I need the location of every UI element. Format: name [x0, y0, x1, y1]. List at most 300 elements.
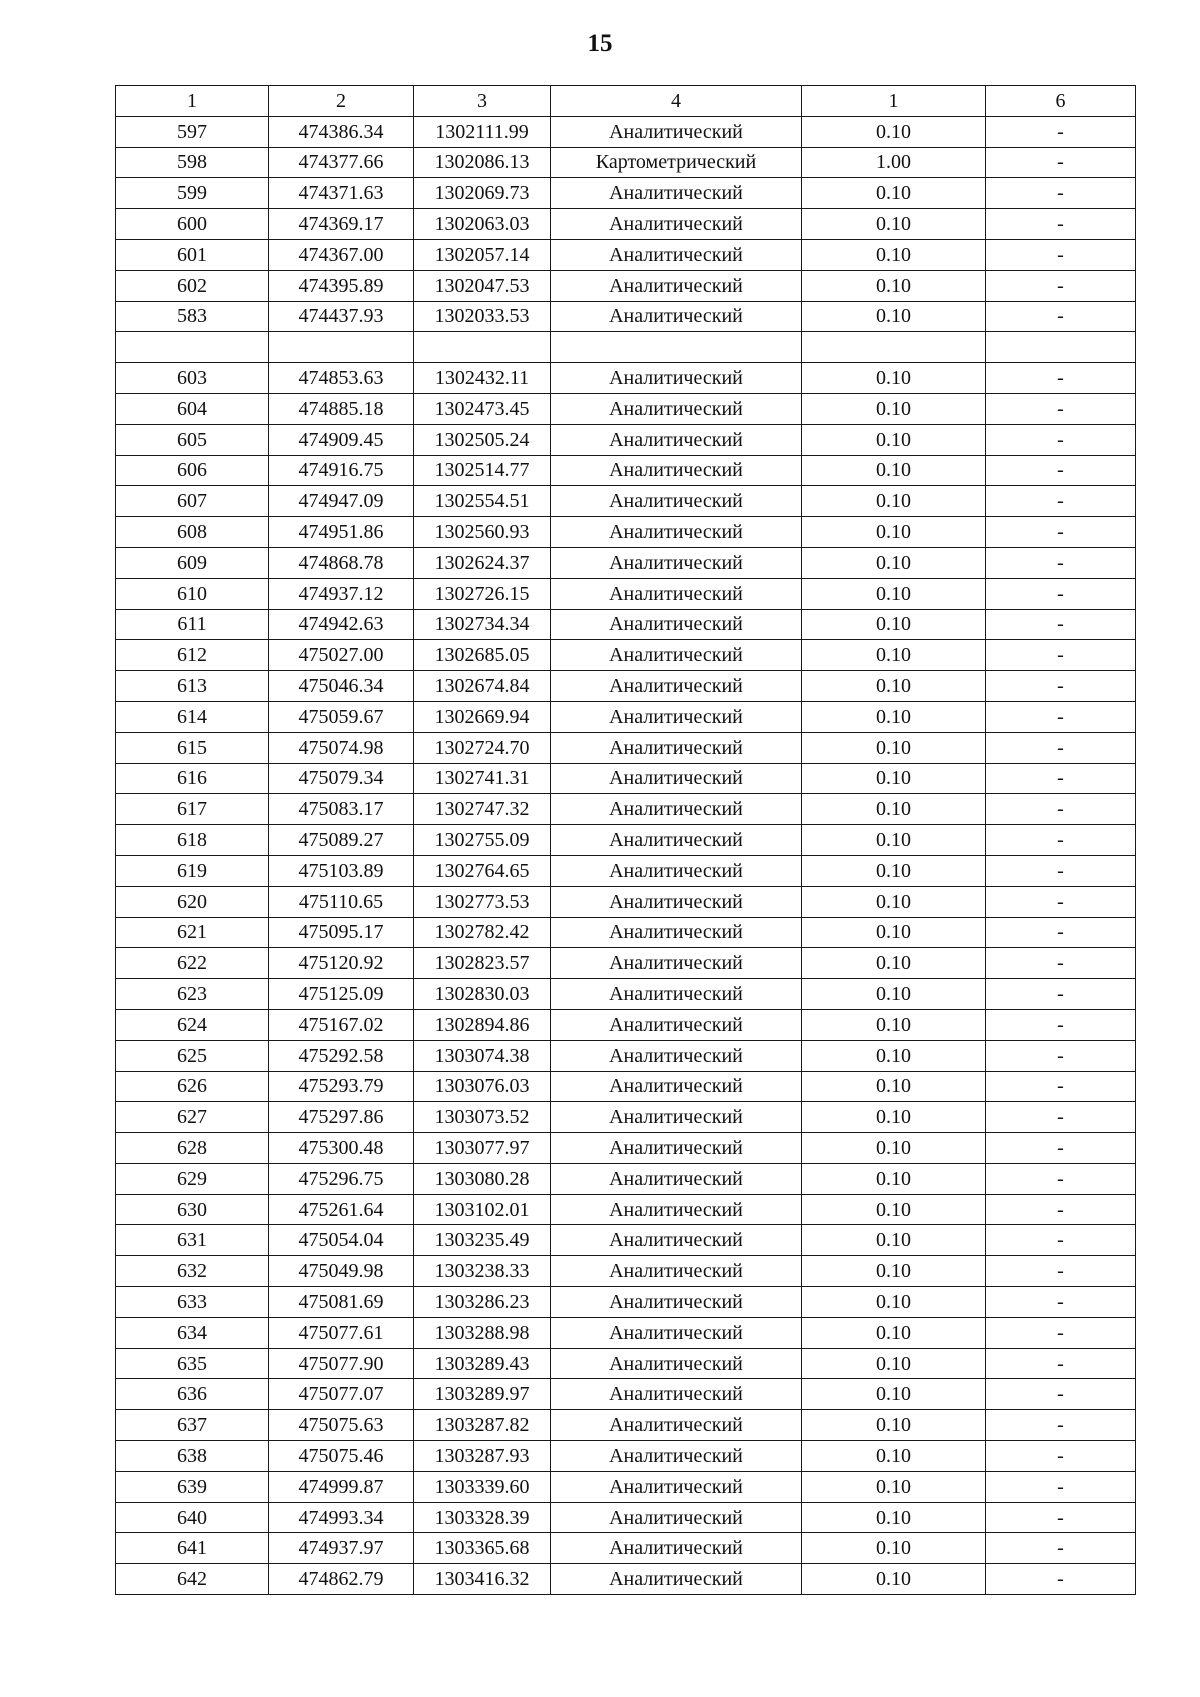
point-number-cell: 633	[116, 1287, 269, 1318]
accuracy-cell: 0.10	[802, 1441, 986, 1472]
y-coordinate-cell: 1302685.05	[414, 640, 551, 671]
x-coordinate-cell: 474937.12	[269, 578, 414, 609]
table-row	[116, 1102, 1136, 1133]
x-coordinate-cell: 475079.34	[269, 763, 414, 794]
point-number-cell: 624	[116, 1009, 269, 1040]
y-coordinate-cell: 1303287.82	[414, 1410, 551, 1441]
description-cell: -	[986, 825, 1136, 856]
y-coordinate-cell: 1302086.13	[414, 147, 551, 178]
point-number-cell: 617	[116, 794, 269, 825]
accuracy-cell: 0.10	[802, 547, 986, 578]
description-cell: -	[986, 1071, 1136, 1102]
description-cell: -	[986, 948, 1136, 979]
description-cell: -	[986, 1533, 1136, 1564]
description-cell: -	[986, 1133, 1136, 1164]
point-number-cell	[116, 332, 269, 363]
table-row	[116, 1441, 1136, 1472]
accuracy-cell: 0.10	[802, 855, 986, 886]
method-cell: Аналитический	[551, 209, 802, 240]
accuracy-cell: 0.10	[802, 270, 986, 301]
table-row	[116, 886, 1136, 917]
table-row	[116, 209, 1136, 240]
accuracy-cell: 0.10	[802, 363, 986, 394]
x-coordinate-cell: 475110.65	[269, 886, 414, 917]
y-coordinate-cell: 1303077.97	[414, 1133, 551, 1164]
point-number-cell: 619	[116, 855, 269, 886]
table-row	[116, 1225, 1136, 1256]
x-coordinate-cell: 475167.02	[269, 1009, 414, 1040]
table-row	[116, 578, 1136, 609]
y-coordinate-cell: 1302554.51	[414, 486, 551, 517]
method-cell: Картометрический	[551, 147, 802, 178]
method-cell: Аналитический	[551, 1502, 802, 1533]
point-number-cell: 608	[116, 517, 269, 548]
x-coordinate-cell: 474942.63	[269, 609, 414, 640]
x-coordinate-cell: 475077.61	[269, 1317, 414, 1348]
method-cell: Аналитический	[551, 301, 802, 332]
point-number-cell: 611	[116, 609, 269, 640]
accuracy-cell: 0.10	[802, 209, 986, 240]
coordinates-table	[115, 85, 1136, 1595]
method-cell: Аналитический	[551, 1102, 802, 1133]
method-cell: Аналитический	[551, 609, 802, 640]
accuracy-cell: 0.10	[802, 979, 986, 1010]
method-cell: Аналитический	[551, 1471, 802, 1502]
method-cell: Аналитический	[551, 547, 802, 578]
table-row	[116, 1133, 1136, 1164]
method-cell: Аналитический	[551, 517, 802, 548]
description-cell: -	[986, 979, 1136, 1010]
x-coordinate-cell: 474885.18	[269, 393, 414, 424]
x-coordinate-cell: 475074.98	[269, 732, 414, 763]
method-cell: Аналитический	[551, 424, 802, 455]
x-coordinate-cell: 475049.98	[269, 1256, 414, 1287]
table-row	[116, 332, 1136, 363]
point-number-cell: 607	[116, 486, 269, 517]
table-row	[116, 763, 1136, 794]
table-row	[116, 1317, 1136, 1348]
method-cell: Аналитический	[551, 886, 802, 917]
description-cell: -	[986, 1009, 1136, 1040]
table-row	[116, 270, 1136, 301]
x-coordinate-cell: 475089.27	[269, 825, 414, 856]
page-number: 15	[587, 30, 613, 57]
table-row	[116, 794, 1136, 825]
accuracy-cell: 0.10	[802, 517, 986, 548]
y-coordinate-cell: 1303235.49	[414, 1225, 551, 1256]
description-cell: -	[986, 886, 1136, 917]
description-cell: -	[986, 209, 1136, 240]
table-row	[116, 1009, 1136, 1040]
method-cell: Аналитический	[551, 1287, 802, 1318]
method-cell: Аналитический	[551, 1379, 802, 1410]
x-coordinate-cell	[269, 332, 414, 363]
y-coordinate-cell: 1303286.23	[414, 1287, 551, 1318]
method-cell: Аналитический	[551, 917, 802, 948]
point-number-cell: 629	[116, 1163, 269, 1194]
accuracy-cell: 0.10	[802, 825, 986, 856]
accuracy-cell: 0.10	[802, 455, 986, 486]
table-row	[116, 1502, 1136, 1533]
table-row	[116, 671, 1136, 702]
accuracy-cell: 0.10	[802, 178, 986, 209]
table-row	[116, 609, 1136, 640]
table-row	[116, 855, 1136, 886]
method-cell	[551, 332, 802, 363]
x-coordinate-cell: 475077.90	[269, 1348, 414, 1379]
x-coordinate-cell: 474853.63	[269, 363, 414, 394]
method-cell: Аналитический	[551, 1040, 802, 1071]
accuracy-cell: 0.10	[802, 1163, 986, 1194]
point-number-cell: 604	[116, 393, 269, 424]
accuracy-cell: 0.10	[802, 948, 986, 979]
method-cell: Аналитический	[551, 979, 802, 1010]
y-coordinate-cell: 1302063.03	[414, 209, 551, 240]
accuracy-cell: 0.10	[802, 886, 986, 917]
table-body	[116, 86, 1136, 1595]
accuracy-cell: 0.10	[802, 116, 986, 147]
description-cell: -	[986, 671, 1136, 702]
method-cell: Аналитический	[551, 1133, 802, 1164]
x-coordinate-cell: 475083.17	[269, 794, 414, 825]
x-coordinate-cell: 474437.93	[269, 301, 414, 332]
y-coordinate-cell: 1302773.53	[414, 886, 551, 917]
point-number-cell: 597	[116, 116, 269, 147]
description-cell: -	[986, 1163, 1136, 1194]
x-coordinate-cell: 474909.45	[269, 424, 414, 455]
y-coordinate-cell: 1303287.93	[414, 1441, 551, 1472]
description-cell: -	[986, 1102, 1136, 1133]
point-number-cell: 642	[116, 1564, 269, 1595]
description-cell: -	[986, 1348, 1136, 1379]
point-number-cell: 600	[116, 209, 269, 240]
method-cell: Аналитический	[551, 178, 802, 209]
description-cell: -	[986, 393, 1136, 424]
x-coordinate-cell: 474386.34	[269, 116, 414, 147]
header-cell: 6	[986, 86, 1136, 117]
point-number-cell: 638	[116, 1441, 269, 1472]
table-row	[116, 178, 1136, 209]
description-cell	[986, 332, 1136, 363]
table-row	[116, 486, 1136, 517]
y-coordinate-cell: 1302755.09	[414, 825, 551, 856]
accuracy-cell	[802, 332, 986, 363]
table-row	[116, 1471, 1136, 1502]
method-cell: Аналитический	[551, 640, 802, 671]
table-row	[116, 1379, 1136, 1410]
description-cell: -	[986, 701, 1136, 732]
table-row	[116, 1410, 1136, 1441]
y-coordinate-cell: 1302823.57	[414, 948, 551, 979]
point-number-cell: 615	[116, 732, 269, 763]
point-number-cell: 613	[116, 671, 269, 702]
point-number-cell: 641	[116, 1533, 269, 1564]
point-number-cell: 632	[116, 1256, 269, 1287]
y-coordinate-cell: 1302747.32	[414, 794, 551, 825]
method-cell: Аналитический	[551, 1564, 802, 1595]
header-cell: 2	[269, 86, 414, 117]
y-coordinate-cell: 1302047.53	[414, 270, 551, 301]
table-row	[116, 1194, 1136, 1225]
y-coordinate-cell: 1302069.73	[414, 178, 551, 209]
accuracy-cell: 0.10	[802, 1348, 986, 1379]
method-cell: Аналитический	[551, 393, 802, 424]
table-row	[116, 1163, 1136, 1194]
y-coordinate-cell: 1302111.99	[414, 116, 551, 147]
y-coordinate-cell: 1302473.45	[414, 393, 551, 424]
table-row	[116, 455, 1136, 486]
description-cell: -	[986, 116, 1136, 147]
table-row	[116, 547, 1136, 578]
description-cell: -	[986, 424, 1136, 455]
x-coordinate-cell: 474371.63	[269, 178, 414, 209]
point-number-cell: 635	[116, 1348, 269, 1379]
table-header-row	[116, 86, 1136, 117]
method-cell: Аналитический	[551, 701, 802, 732]
method-cell: Аналитический	[551, 270, 802, 301]
x-coordinate-cell: 474367.00	[269, 239, 414, 270]
table-row	[116, 825, 1136, 856]
x-coordinate-cell: 475125.09	[269, 979, 414, 1010]
description-cell: -	[986, 732, 1136, 763]
table-row	[116, 517, 1136, 548]
table-row	[116, 1071, 1136, 1102]
method-cell: Аналитический	[551, 671, 802, 702]
y-coordinate-cell: 1302764.65	[414, 855, 551, 886]
description-cell: -	[986, 578, 1136, 609]
method-cell: Аналитический	[551, 825, 802, 856]
x-coordinate-cell: 475095.17	[269, 917, 414, 948]
y-coordinate-cell: 1302726.15	[414, 578, 551, 609]
table-row	[116, 1040, 1136, 1071]
table-row	[116, 239, 1136, 270]
x-coordinate-cell: 474999.87	[269, 1471, 414, 1502]
method-cell: Аналитический	[551, 1533, 802, 1564]
description-cell: -	[986, 609, 1136, 640]
accuracy-cell: 0.10	[802, 1287, 986, 1318]
y-coordinate-cell: 1303289.97	[414, 1379, 551, 1410]
method-cell: Аналитический	[551, 1317, 802, 1348]
method-cell: Аналитический	[551, 578, 802, 609]
header-cell: 1	[802, 86, 986, 117]
description-cell: -	[986, 547, 1136, 578]
y-coordinate-cell: 1302724.70	[414, 732, 551, 763]
accuracy-cell: 0.10	[802, 1133, 986, 1164]
accuracy-cell: 0.10	[802, 701, 986, 732]
accuracy-cell: 0.10	[802, 1379, 986, 1410]
method-cell: Аналитический	[551, 948, 802, 979]
description-cell: -	[986, 455, 1136, 486]
description-cell: -	[986, 363, 1136, 394]
table-row	[116, 363, 1136, 394]
y-coordinate-cell: 1303365.68	[414, 1533, 551, 1564]
description-cell: -	[986, 517, 1136, 548]
accuracy-cell: 0.10	[802, 301, 986, 332]
description-cell: -	[986, 640, 1136, 671]
point-number-cell: 639	[116, 1471, 269, 1502]
x-coordinate-cell: 474937.97	[269, 1533, 414, 1564]
point-number-cell: 616	[116, 763, 269, 794]
y-coordinate-cell: 1302514.77	[414, 455, 551, 486]
point-number-cell: 603	[116, 363, 269, 394]
header-cell: 4	[551, 86, 802, 117]
accuracy-cell: 0.10	[802, 794, 986, 825]
accuracy-cell: 0.10	[802, 1040, 986, 1071]
table-row	[116, 1533, 1136, 1564]
y-coordinate-cell: 1302782.42	[414, 917, 551, 948]
table-row	[116, 1287, 1136, 1318]
x-coordinate-cell: 475120.92	[269, 948, 414, 979]
point-number-cell: 601	[116, 239, 269, 270]
table-row	[116, 979, 1136, 1010]
point-number-cell: 623	[116, 979, 269, 1010]
x-coordinate-cell: 474862.79	[269, 1564, 414, 1595]
table-row	[116, 701, 1136, 732]
accuracy-cell: 1.00	[802, 147, 986, 178]
y-coordinate-cell: 1303074.38	[414, 1040, 551, 1071]
accuracy-cell: 0.10	[802, 1225, 986, 1256]
description-cell: -	[986, 1410, 1136, 1441]
accuracy-cell: 0.10	[802, 1410, 986, 1441]
accuracy-cell: 0.10	[802, 609, 986, 640]
method-cell: Аналитический	[551, 1009, 802, 1040]
description-cell: -	[986, 239, 1136, 270]
accuracy-cell: 0.10	[802, 1533, 986, 1564]
accuracy-cell: 0.10	[802, 1502, 986, 1533]
point-number-cell: 630	[116, 1194, 269, 1225]
method-cell: Аналитический	[551, 1256, 802, 1287]
x-coordinate-cell: 475261.64	[269, 1194, 414, 1225]
table-row	[116, 640, 1136, 671]
point-number-cell: 618	[116, 825, 269, 856]
y-coordinate-cell: 1302669.94	[414, 701, 551, 732]
x-coordinate-cell: 475297.86	[269, 1102, 414, 1133]
accuracy-cell: 0.10	[802, 917, 986, 948]
point-number-cell: 610	[116, 578, 269, 609]
accuracy-cell: 0.10	[802, 1256, 986, 1287]
x-coordinate-cell: 474395.89	[269, 270, 414, 301]
description-cell: -	[986, 301, 1136, 332]
y-coordinate-cell: 1302894.86	[414, 1009, 551, 1040]
point-number-cell: 612	[116, 640, 269, 671]
method-cell: Аналитический	[551, 794, 802, 825]
description-cell: -	[986, 1317, 1136, 1348]
x-coordinate-cell: 475081.69	[269, 1287, 414, 1318]
description-cell: -	[986, 1225, 1136, 1256]
y-coordinate-cell: 1303238.33	[414, 1256, 551, 1287]
y-coordinate-cell: 1303328.39	[414, 1502, 551, 1533]
description-cell: -	[986, 1256, 1136, 1287]
y-coordinate-cell: 1303339.60	[414, 1471, 551, 1502]
y-coordinate-cell: 1302674.84	[414, 671, 551, 702]
point-number-cell: 625	[116, 1040, 269, 1071]
x-coordinate-cell: 475293.79	[269, 1071, 414, 1102]
x-coordinate-cell: 475077.07	[269, 1379, 414, 1410]
point-number-cell: 609	[116, 547, 269, 578]
table-row	[116, 732, 1136, 763]
description-cell: -	[986, 1502, 1136, 1533]
y-coordinate-cell: 1303073.52	[414, 1102, 551, 1133]
x-coordinate-cell: 475296.75	[269, 1163, 414, 1194]
accuracy-cell: 0.10	[802, 1009, 986, 1040]
table-row	[116, 116, 1136, 147]
point-number-cell: 621	[116, 917, 269, 948]
description-cell: -	[986, 1379, 1136, 1410]
y-coordinate-cell: 1302734.34	[414, 609, 551, 640]
x-coordinate-cell: 474951.86	[269, 517, 414, 548]
method-cell: Аналитический	[551, 732, 802, 763]
point-number-cell: 634	[116, 1317, 269, 1348]
description-cell: -	[986, 1441, 1136, 1472]
description-cell: -	[986, 147, 1136, 178]
method-cell: Аналитический	[551, 455, 802, 486]
method-cell: Аналитический	[551, 1410, 802, 1441]
y-coordinate-cell: 1303289.43	[414, 1348, 551, 1379]
accuracy-cell: 0.10	[802, 763, 986, 794]
y-coordinate-cell	[414, 332, 551, 363]
x-coordinate-cell: 474377.66	[269, 147, 414, 178]
description-cell: -	[986, 1040, 1136, 1071]
x-coordinate-cell: 475054.04	[269, 1225, 414, 1256]
x-coordinate-cell: 475059.67	[269, 701, 414, 732]
x-coordinate-cell: 475103.89	[269, 855, 414, 886]
method-cell: Аналитический	[551, 855, 802, 886]
method-cell: Аналитический	[551, 1194, 802, 1225]
header-cell: 3	[414, 86, 551, 117]
method-cell: Аналитический	[551, 1441, 802, 1472]
point-number-cell: 636	[116, 1379, 269, 1410]
description-cell: -	[986, 178, 1136, 209]
accuracy-cell: 0.10	[802, 486, 986, 517]
description-cell: -	[986, 1287, 1136, 1318]
description-cell: -	[986, 794, 1136, 825]
accuracy-cell: 0.10	[802, 1471, 986, 1502]
x-coordinate-cell: 474369.17	[269, 209, 414, 240]
accuracy-cell: 0.10	[802, 424, 986, 455]
point-number-cell: 614	[116, 701, 269, 732]
accuracy-cell: 0.10	[802, 1194, 986, 1225]
table-row	[116, 424, 1136, 455]
description-cell: -	[986, 855, 1136, 886]
point-number-cell: 628	[116, 1133, 269, 1164]
accuracy-cell: 0.10	[802, 1317, 986, 1348]
accuracy-cell: 0.10	[802, 671, 986, 702]
point-number-cell: 583	[116, 301, 269, 332]
point-number-cell: 640	[116, 1502, 269, 1533]
x-coordinate-cell: 474947.09	[269, 486, 414, 517]
accuracy-cell: 0.10	[802, 1564, 986, 1595]
point-number-cell: 602	[116, 270, 269, 301]
table-row	[116, 917, 1136, 948]
x-coordinate-cell: 475027.00	[269, 640, 414, 671]
accuracy-cell: 0.10	[802, 1102, 986, 1133]
y-coordinate-cell: 1302560.93	[414, 517, 551, 548]
accuracy-cell: 0.10	[802, 578, 986, 609]
point-number-cell: 606	[116, 455, 269, 486]
table-row	[116, 147, 1136, 178]
y-coordinate-cell: 1302033.53	[414, 301, 551, 332]
table-row	[116, 948, 1136, 979]
x-coordinate-cell: 475046.34	[269, 671, 414, 702]
accuracy-cell: 0.10	[802, 239, 986, 270]
y-coordinate-cell: 1302505.24	[414, 424, 551, 455]
method-cell: Аналитический	[551, 1225, 802, 1256]
point-number-cell: 637	[116, 1410, 269, 1441]
method-cell: Аналитический	[551, 1348, 802, 1379]
y-coordinate-cell: 1302057.14	[414, 239, 551, 270]
method-cell: Аналитический	[551, 239, 802, 270]
point-number-cell: 622	[116, 948, 269, 979]
